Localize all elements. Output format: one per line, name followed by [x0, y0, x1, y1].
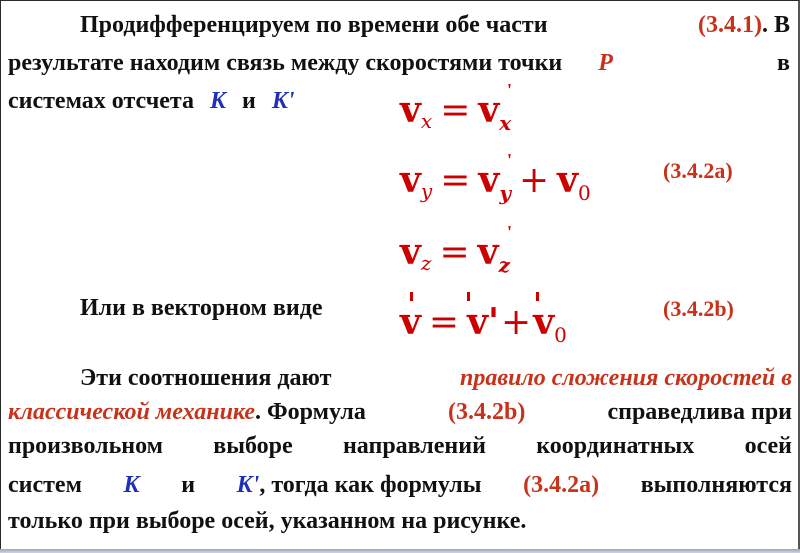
v0-subscript: 0: [578, 181, 591, 205]
vx-symbol: v: [400, 89, 421, 131]
para2-line2-end: справедлива при: [607, 399, 792, 425]
frame-k: K: [209, 88, 226, 114]
ref-341: (3.4.1): [698, 12, 762, 38]
vy-subscript: y: [420, 179, 433, 203]
and-word: и: [241, 88, 256, 114]
para2-line1: [80, 365, 792, 392]
vector-v0-subscript: 0: [554, 323, 567, 347]
vx-subscript: x: [420, 109, 433, 133]
velocity-addition-rule: правило сложения скоростей в: [460, 365, 792, 391]
equation-vy: [400, 159, 591, 205]
equation-vx: [400, 89, 512, 135]
para2-line3: произвольном выборе направлений координатных осей: [8, 433, 792, 459]
ref-342b: (3.4.2b): [447, 399, 526, 425]
para2-line4: [8, 472, 792, 499]
equals-sign: =: [440, 160, 471, 201]
point-p: P: [598, 50, 613, 76]
vx-prime-subscript: x: [499, 111, 512, 135]
equals-sign: =: [440, 90, 471, 131]
para1-line2-end: в: [777, 50, 790, 76]
equation-vector: [400, 301, 567, 347]
para2-line5: только при выборе осей, указанном на рисунке.: [8, 508, 527, 534]
vy-prime-symbol: v: [478, 159, 500, 201]
plus-sign: +: [518, 160, 550, 201]
prime-mark-z: ': [507, 222, 513, 242]
para1-line2-text: результате находим связь между скоростями точки: [8, 50, 563, 76]
para1-line3: [8, 88, 295, 115]
para1-line1-end: . В: [761, 12, 790, 38]
equation-label-a: (3.4.2a): [663, 158, 733, 183]
vector-arrow-icon: [410, 292, 413, 301]
equals-sign: =: [439, 232, 470, 273]
vector-form-label: Или в векторном виде: [80, 295, 323, 321]
vector-v0-symbol: v: [533, 301, 555, 343]
vector-v-symbol: v: [400, 301, 421, 343]
plus-sign: +: [501, 302, 532, 343]
para2-line4-mid: , тогда как формулы: [259, 472, 482, 498]
para2-line1-text: Эти соотношения дают: [80, 365, 332, 391]
frame-k-prime: K': [236, 472, 260, 498]
vector-arrow-icon: [536, 292, 539, 301]
para2-line4-end: выполняются: [640, 472, 792, 498]
para1-line2: [8, 50, 790, 77]
formula-word: . Формула: [255, 399, 366, 425]
equals-sign: =: [428, 302, 460, 343]
systems-word: систем: [8, 472, 82, 498]
vy-prime-subscript: y: [499, 181, 511, 205]
vz-symbol: v: [400, 231, 421, 273]
vz-subscript: z: [420, 251, 432, 275]
vector-v-prime-symbol: v': [467, 301, 500, 343]
equation-label-b: (3.4.2b): [663, 296, 734, 321]
bottom-bar: [0, 549, 800, 553]
para1-line1-text: Продифференцируем по времени обе части: [80, 12, 548, 38]
prime-mark-x: ': [507, 80, 513, 100]
para1-line3-text: системах отсчета: [8, 88, 194, 114]
ref-342a: (3.4.2a): [523, 472, 600, 498]
vx-prime-symbol: v: [478, 89, 500, 131]
vz-prime-subscript: z: [498, 253, 510, 277]
frame-k: K: [123, 472, 140, 498]
frame-k-prime: K': [271, 88, 295, 114]
para2-line2: [8, 399, 792, 426]
prime-mark-y: ': [507, 150, 513, 170]
vy-symbol: v: [400, 159, 421, 201]
vector-arrow-icon: [467, 292, 470, 301]
equation-vz: [400, 231, 510, 277]
para1-line1: [80, 12, 790, 39]
and-word: и: [181, 472, 196, 498]
vz-prime-symbol: v: [477, 231, 499, 273]
v0-symbol: v: [557, 159, 579, 201]
classical-mechanics: классической механике: [8, 399, 256, 425]
